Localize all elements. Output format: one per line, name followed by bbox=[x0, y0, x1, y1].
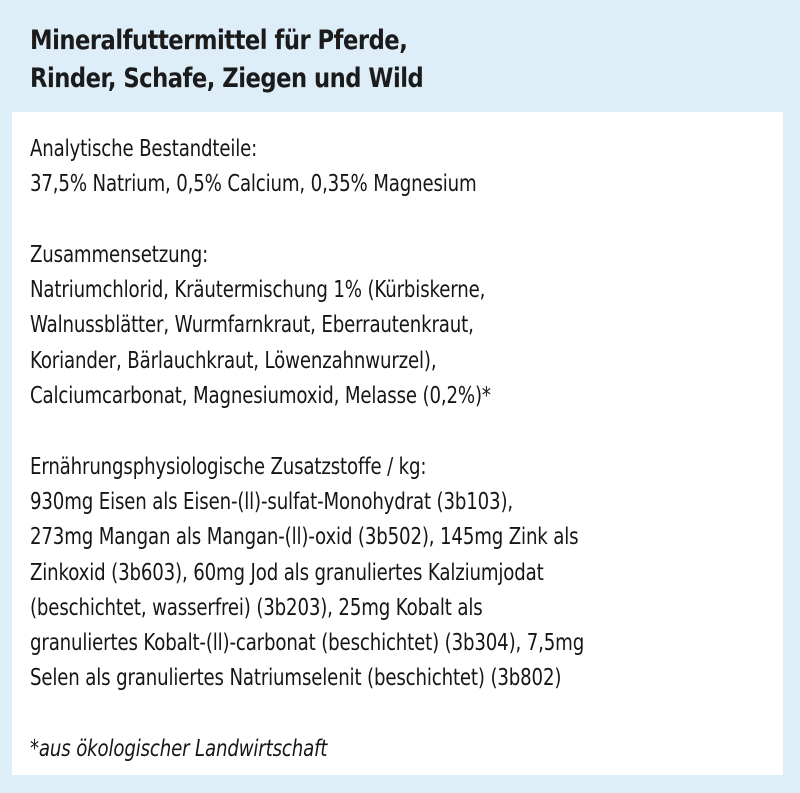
section-heading: Ernährungsphysiologische Zusatzstoffe / kg: bbox=[30, 453, 427, 480]
text-line: Selen als granuliertes Natriumselenit (beschichtet) (3b802) bbox=[30, 665, 562, 692]
label-text bbox=[30, 132, 741, 767]
text-line: (beschichtet, wasserfrei) (3b203), 25mg Kobalt als bbox=[30, 594, 483, 621]
text-line: Koriander, Bärlauchkraut, Löwenzahnwurzel), bbox=[30, 347, 437, 374]
composition-section bbox=[30, 238, 741, 414]
title-line-1: Mineralfuttermittel für Pferde, bbox=[30, 25, 408, 56]
page-title bbox=[30, 22, 423, 98]
analytical-section bbox=[30, 132, 741, 203]
title-line-2: Rinder, Schafe, Ziegen und Wild bbox=[30, 63, 424, 94]
text-line: 273mg Mangan als Mangan-(ll)-oxid (3b502), 145mg Zink als bbox=[30, 524, 579, 551]
header-band bbox=[0, 0, 800, 112]
section-heading: Analytische Bestandteile: bbox=[30, 136, 258, 162]
text-line: granuliertes Kobalt-(ll)-carbonat (beschichtet) (3b304), 7,5mg bbox=[30, 630, 585, 657]
additives-section bbox=[30, 450, 741, 697]
text-line: 37,5% Natrium, 0,5% Calcium, 0,35% Magnesium bbox=[30, 171, 477, 198]
text-line: Calciumcarbonat, Magnesiumoxid, Melasse (0,2%)* bbox=[30, 383, 491, 410]
footnote: *aus ökologischer Landwirtschaft bbox=[30, 736, 328, 763]
text-line: Walnussblätter, Wurmfarnkraut, Eberrautenkraut, bbox=[30, 312, 474, 339]
content-panel bbox=[12, 112, 783, 775]
text-line: Natriumchlorid, Kräutermischung 1% (Kürbiskerne, bbox=[30, 277, 486, 304]
section-heading: Zusammensetzung: bbox=[30, 241, 209, 268]
text-line: Zinkoxid (3b603), 60mg Jod als granuliertes Kalziumjodat bbox=[30, 559, 544, 586]
text-line: 930mg Eisen als Eisen-(ll)-sulfat-Monohydrat (3b103), bbox=[30, 488, 513, 515]
